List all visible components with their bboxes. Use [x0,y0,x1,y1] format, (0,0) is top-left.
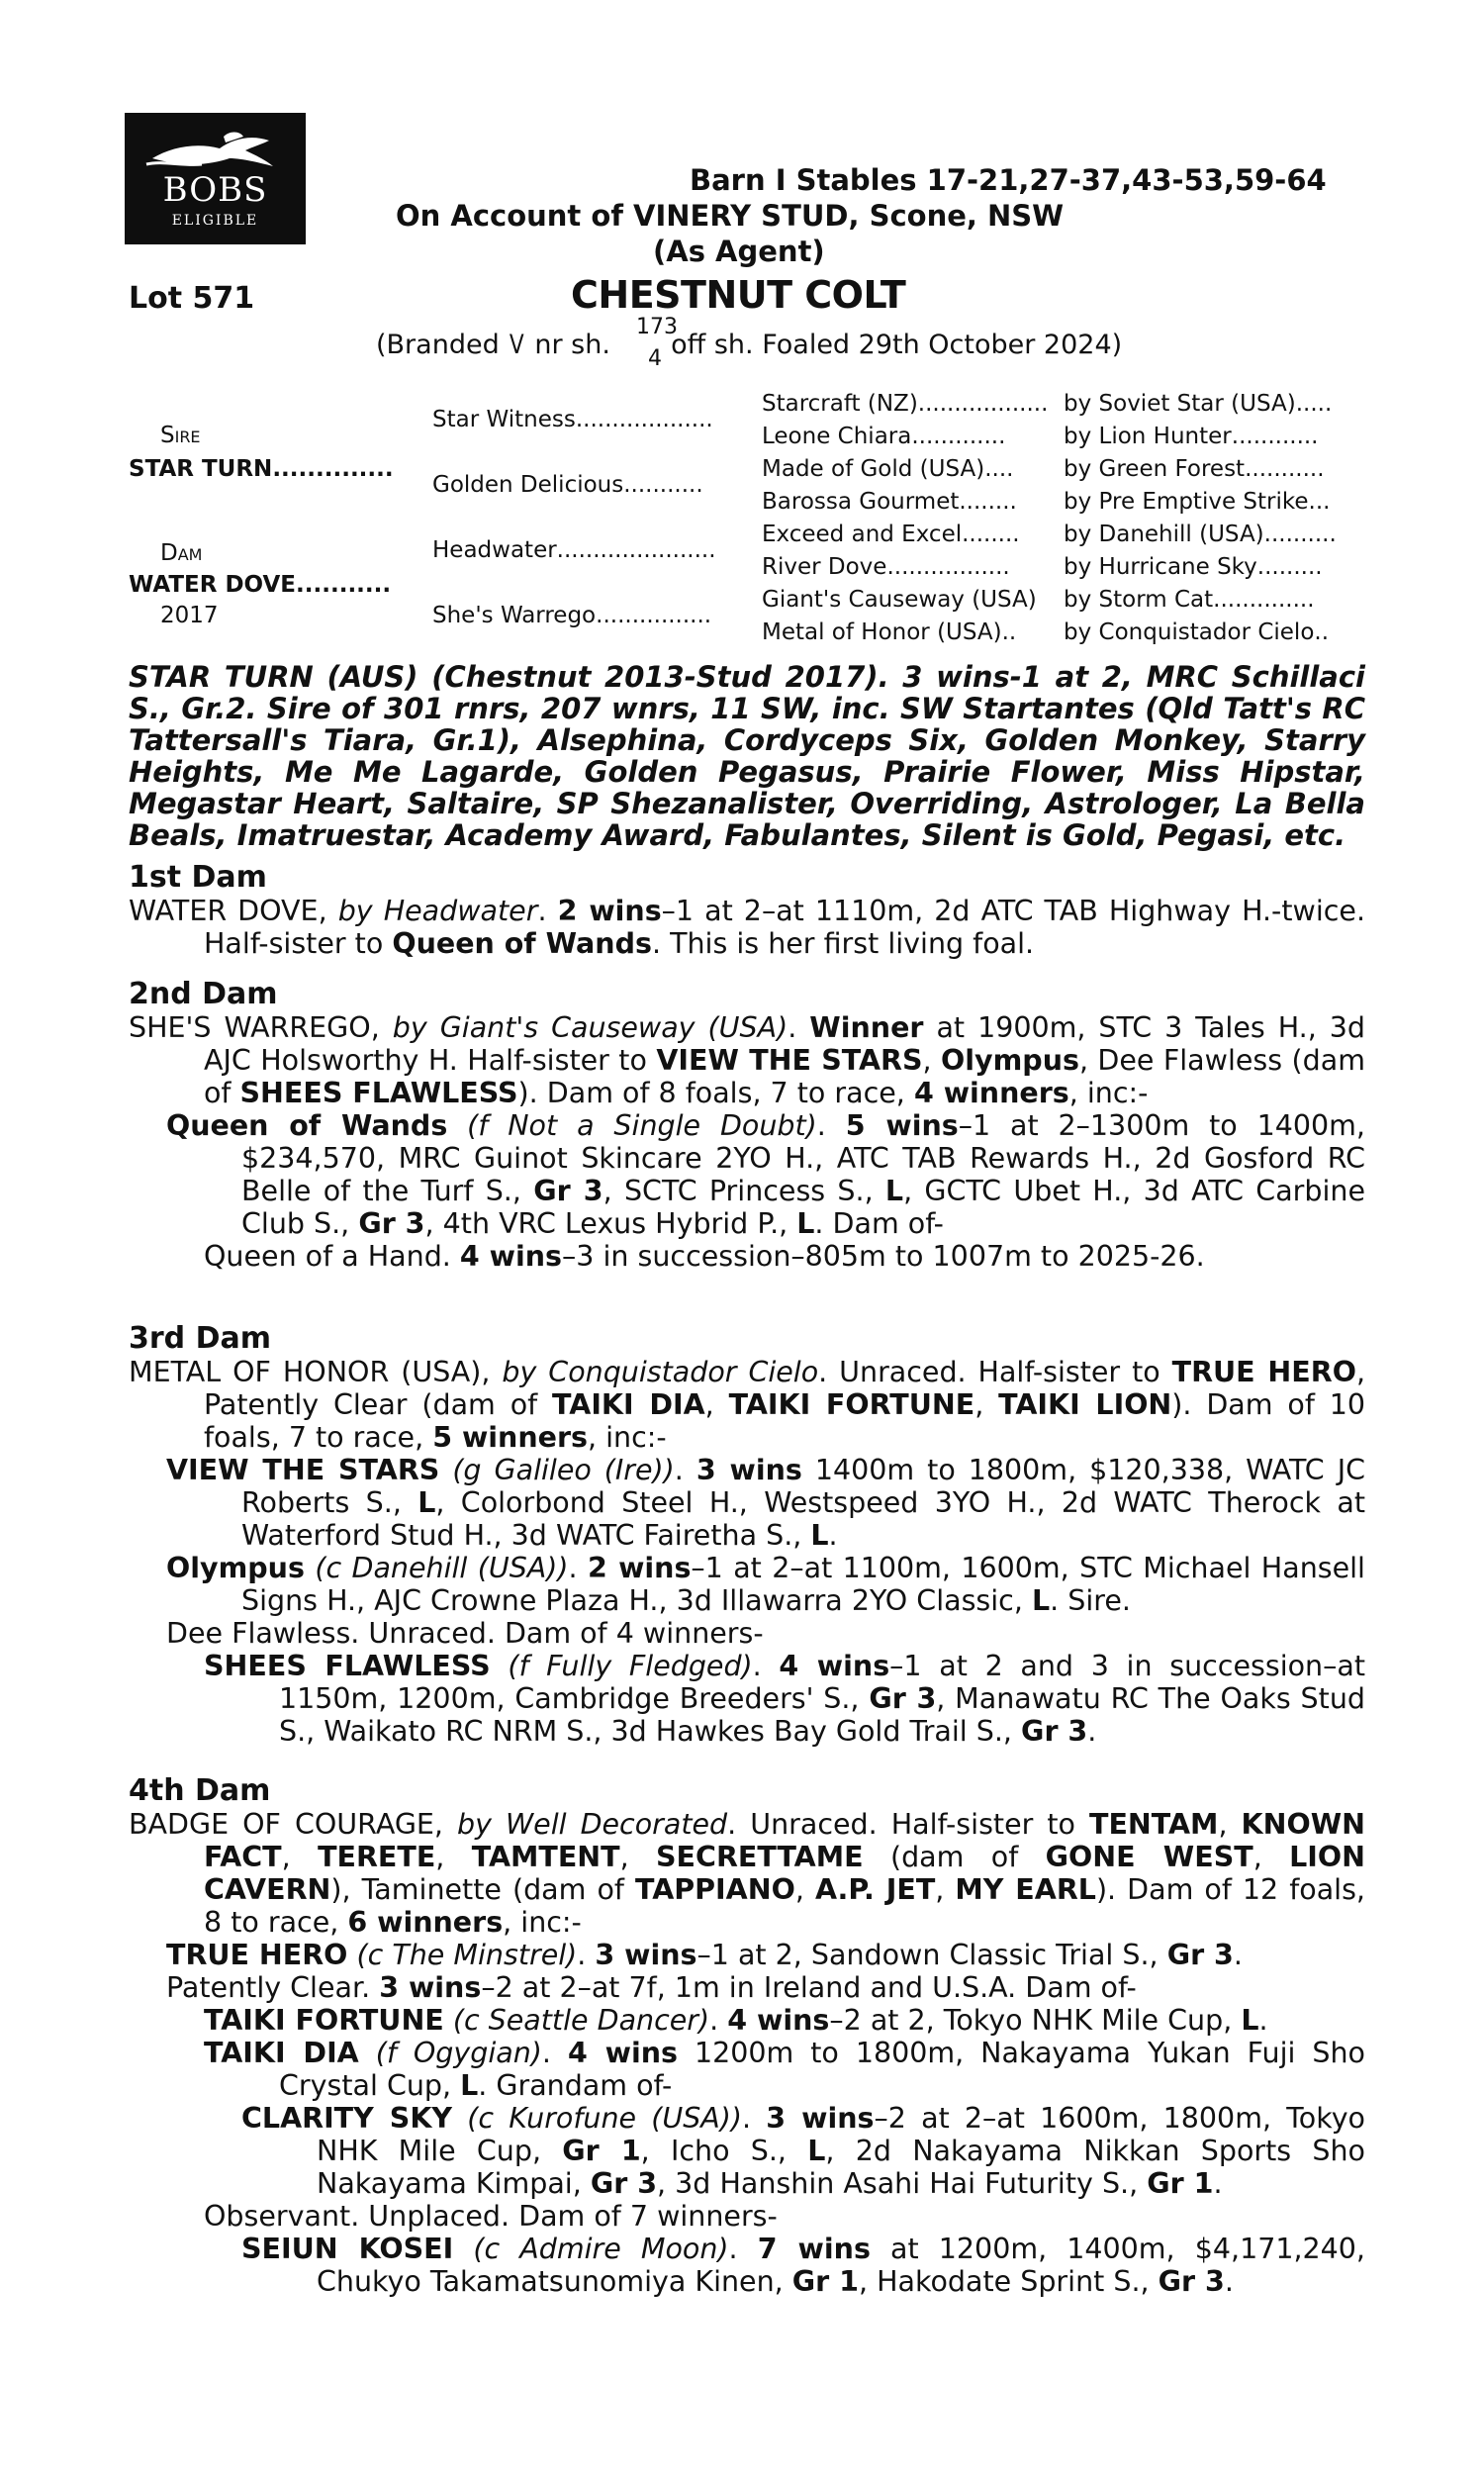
brand-suffix: off sh. Foaled 29th October 2024) [671,330,1123,360]
page-title: CHESTNUT COLT [571,273,906,317]
produce-entry: VIEW THE STARS (g Galileo (Ire)). 3 wins 1400m to 1800m, $120,338, WATC JC Roberts S., L, Colorbond Steel H., Westspeed 3YO H., 2d WATC Therock at Waterford Stud H., 3d WATC Fairetha S., L. [166,1454,1365,1552]
logo-subtext: ELIGIBLE [171,213,259,229]
produce-entry: SEIUN KOSEI (c Admire Moon). 7 wins at 1200m, 1400m, $4,171,240, Chukyo Takamatsunomiya Kinen, Gr 1, Hakodate Sprint S., Gr 3. [241,2233,1365,2298]
pedigree-gen3-item: River Dove................. [762,554,1010,580]
produce-entry: Patently Clear. 3 wins–2 at 2–at 7f, 1m in Ireland and U.S.A. Dam of- [166,1971,1137,2004]
pedigree-gen3-sire: by Lion Hunter............ [1064,424,1319,449]
sire-label: Sire [160,423,201,448]
pedigree-gen3-item: Starcraft (NZ).................. [762,391,1049,417]
brand-number-bottom: 4 [648,346,662,371]
brand-middle: nr sh. [534,330,610,360]
produce-entry: TAIKI FORTUNE (c Seattle Dancer). 4 wins–2 at 2, Tokyo NHK Mile Cup, L. [204,2004,1268,2037]
produce-entry: Observant. Unplaced. Dam of 7 winners- [204,2200,778,2233]
dam-foaled-year: 2017 [160,603,219,628]
first-dam-section [129,861,1365,960]
produce-entry: Dee Flawless. Unraced. Dam of 4 winners- [166,1617,764,1650]
section-heading: 4th Dam [129,1773,271,1808]
pedigree-gen2-item: Headwater...................... [432,537,716,563]
lot-number: Lot 571 [129,281,255,316]
pedigree-gen3-sire: by Green Forest........... [1064,456,1325,482]
pedigree-gen3-item: Made of Gold (USA).... [762,456,1014,482]
vendor-account: On Account of VINERY STUD, Scone, NSW [396,199,1065,233]
pedigree-gen3-sire: by Conquistador Cielo.. [1064,619,1330,645]
agent-note: (As Agent) [653,235,825,268]
brand-number-top: 173 [636,315,678,339]
second-dam-section [129,978,1365,1273]
third-dam-section [129,1322,1365,1748]
produce-entry: TAIKI DIA (f Ogygian). 4 wins 1200m to 1800m, Nakayama Yukan Fuji Sho Crystal Cup, L. Grandam of- [204,2037,1365,2102]
pedigree-gen3-sire: by Storm Cat.............. [1064,587,1315,613]
dam-entry: WATER DOVE, by Headwater. 2 wins–1 at 2–at 1110m, 2d ATC TAB Highway H.-twice. Half-sister to Queen of Wands. This is her first living foal. [129,895,1366,960]
produce-entry: TRUE HERO (c The Minstrel). 3 wins–1 at 2, Sandown Classic Trial S., Gr 3. [166,1939,1243,1971]
pedigree-gen3-item: Leone Chiara............. [762,424,1006,449]
dam-entry: BADGE OF COURAGE, by Well Decorated. Unraced. Half-sister to TENTAM, KNOWN FACT, TERETE, TAMTENT, SECRETTAME (dam of GONE WEST, LION CAVERN), Taminette (dam of TAPPIANO, A.P. JET, MY EARL). Dam of 12 foals, 8 to race, 6 winners, inc:- [129,1808,1365,1939]
pedigree-gen3-item: Giant's Causeway (USA) [762,587,1037,613]
pedigree-gen3-sire: by Hurricane Sky......... [1064,554,1323,580]
sire-summary: STAR TURN (AUS) (Chestnut 2013-Stud 2017). 3 wins-1 at 2, MRC Schillaci S., Gr.2. Sire of 301 rnrs, 207 wnrs, 11 SW, inc. SW Startantes (Qld Tatt's RC Tattersall's Tiara, Gr.1), Alsephina, Cordyceps Six, Golden Monkey, Starry Heights, Me Me Lagarde, Golden Pegasus, Prairie Flower, Miss Hipstar, Megastar Heart, Saltaire, SP Shezanalister, Overriding, Astrologer, La Bella Beals, Imatruestar, Academy Award, Fabulantes, Silent is Gold, Pegasi, etc. [129,660,1365,852]
produce-entry: SHEES FLAWLESS (f Fully Fledged). 4 wins–1 at 2 and 3 in succession–at 1150m, 1200m, Cambridge Breeders' S., Gr 3, Manawatu RC The Oaks Stud S., Waikato RC NRM S., 3d Hawkes Bay Gold Trail S., Gr 3. [204,1650,1366,1748]
dam-name: WATER DOVE........... [129,572,392,598]
brand-mark: V [510,330,524,360]
produce-entry: CLARITY SKY (c Kurofune (USA)). 3 wins–2 at 2–at 1600m, 1800m, Tokyo NHK Mile Cup, Gr 1, Icho S., L, 2d Nakayama Nikkan Sports Sho Nakayama Kimpai, Gr 3, 3d Hanshin Asahi Hai Futurity S., Gr 1. [241,2102,1365,2200]
section-heading: 2nd Dam [129,977,278,1011]
barn-stables: Barn I Stables 17-21,27-37,43-53,59-64 [690,163,1327,197]
brand-line [376,330,1122,360]
dam-entry: SHE'S WARREGO, by Giant's Causeway (USA). Winner at 1900m, STC 3 Tales H., 3d AJC Holsworthy H. Half-sister to VIEW THE STARS, Olympus, Dee Flawless (dam of SHEES FLAWLESS). Dam of 8 foals, 7 to race, 4 winners, inc:- [129,1011,1365,1109]
pedigree-gen3-sire: by Soviet Star (USA)..... [1064,391,1333,417]
bobs-eligible-logo [125,113,306,244]
pedigree-gen3-sire: by Pre Emptive Strike... [1064,489,1331,515]
sire-name: STAR TURN.............. [129,456,394,482]
pedigree-gen3-item: Metal of Honor (USA).. [762,619,1017,645]
produce-entry: Olympus (c Danehill (USA)). 2 wins–1 at 2–at 1100m, 1600m, STC Michael Hansell Signs H., AJC Crowne Plaza H., 3d Illawarra 2YO Classic, L. Sire. [166,1552,1365,1617]
brand-prefix: (Branded [376,330,500,360]
dam-entry: METAL OF HONOR (USA), by Conquistador Cielo. Unraced. Half-sister to TRUE HERO, Patently Clear (dam of TAIKI DIA, TAIKI FORTUNE, TAIKI LION). Dam of 10 foals, 7 to race, 5 winners, inc:- [129,1356,1365,1454]
fourth-dam-section [129,1774,1365,2298]
pedigree-gen2-item: Golden Delicious........... [432,472,703,498]
pedigree-gen3-sire: by Danehill (USA).......... [1064,522,1337,547]
section-heading: 1st Dam [129,860,267,895]
pedigree-gen2-item: She's Warrego................ [432,603,712,628]
logo-text: BOBS [162,170,268,210]
pedigree-gen3-item: Exceed and Excel........ [762,522,1020,547]
pedigree-gen2-item: Star Witness................... [432,407,713,432]
dam-label: Dam [160,540,203,566]
horse-rider-icon [142,129,289,172]
pedigree-gen3-item: Barossa Gourmet........ [762,489,1017,515]
section-heading: 3rd Dam [129,1321,271,1356]
produce-entry: Queen of a Hand. 4 wins–3 in succession–805m to 1007m to 2025-26. [204,1240,1205,1273]
produce-entry: Queen of Wands (f Not a Single Doubt). 5 wins–1 at 2–1300m to 1400m, $234,570, MRC Guinot Skincare 2YO H., ATC TAB Rewards H., 2d Gosford RC Belle of the Turf S., Gr 3, SCTC Princess S., L, GCTC Ubet H., 3d ATC Carbine Club S., Gr 3, 4th VRC Lexus Hybrid P., L. Dam of- [166,1109,1365,1240]
